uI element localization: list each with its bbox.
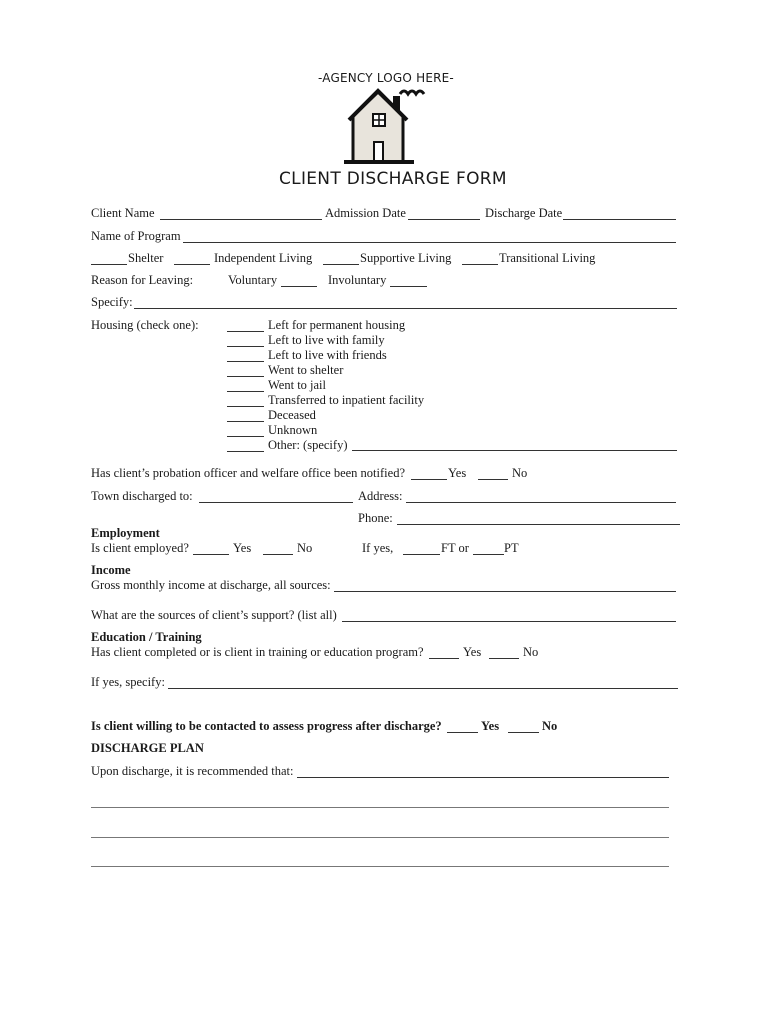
housing-option-checkbox[interactable] (227, 331, 264, 332)
involuntary-checkbox[interactable] (390, 286, 427, 287)
town-label: Town discharged to: (91, 489, 193, 503)
shelter-label: Shelter (128, 251, 164, 265)
client-name-field[interactable] (160, 219, 322, 220)
followup-question: Is client willing to be contacted to assess progress after discharge? (91, 719, 442, 733)
phone-label: Phone: (358, 511, 393, 525)
recommendation-field-line-2[interactable] (91, 807, 669, 808)
notification-no-checkbox[interactable] (478, 479, 508, 480)
housing-option-checkbox[interactable] (227, 451, 264, 452)
notification-no-label: No (512, 466, 528, 480)
address-field[interactable] (406, 502, 676, 503)
pt-checkbox[interactable] (473, 554, 504, 555)
employed-yes-checkbox[interactable] (193, 554, 229, 555)
notification-question: Has client’s probation officer and welfare office been notified? (91, 466, 405, 480)
recommendation-field-line-1[interactable] (297, 777, 669, 778)
admission-date-label: Admission Date (325, 206, 406, 220)
education-specify-label: If yes, specify: (91, 675, 165, 689)
admission-date-field[interactable] (408, 219, 480, 220)
shelter-checkbox[interactable] (91, 264, 127, 265)
support-sources-field[interactable] (342, 621, 676, 622)
recommendation-field-line-4[interactable] (91, 866, 669, 867)
employment-question: Is client employed? (91, 541, 189, 555)
education-yes-label: Yes (463, 645, 482, 659)
employed-no-checkbox[interactable] (263, 554, 293, 555)
town-field[interactable] (199, 502, 353, 503)
program-name-field[interactable] (183, 242, 676, 243)
supportive-living-label: Supportive Living (360, 251, 452, 265)
voluntary-label: Voluntary (228, 273, 278, 287)
pt-label: PT (504, 541, 519, 555)
independent-living-label: Independent Living (214, 251, 313, 265)
housing-label: Housing (check one): (91, 318, 199, 332)
housing-option-label: Deceased (268, 408, 316, 422)
housing-option-checkbox[interactable] (227, 436, 264, 437)
recommendation-label: Upon discharge, it is recommended that: (91, 764, 294, 778)
form-title: CLIENT DISCHARGE FORM (279, 169, 507, 189)
housing-option-label: Transferred to inpatient facility (268, 393, 425, 407)
notification-yes-checkbox[interactable] (411, 479, 447, 480)
housing-option-checkbox[interactable] (227, 361, 264, 362)
program-name-label: Name of Program (91, 229, 181, 243)
ft-label: FT or (441, 541, 469, 555)
housing-option-label: Unknown (268, 423, 318, 437)
housing-option-label: Left to live with family (268, 333, 385, 347)
housing-other-specify-field[interactable] (352, 450, 677, 451)
ft-checkbox[interactable] (403, 554, 440, 555)
discharge-plan-heading: DISCHARGE PLAN (91, 741, 204, 755)
agency-logo-placeholder: -AGENCY LOGO HERE- (318, 71, 454, 85)
education-specify-field[interactable] (168, 688, 678, 689)
employed-no-label: No (297, 541, 313, 555)
followup-no-label: No (542, 719, 558, 733)
followup-yes-checkbox[interactable] (447, 732, 478, 733)
gross-income-field[interactable] (334, 591, 676, 592)
education-no-checkbox[interactable] (489, 658, 519, 659)
employment-heading: Employment (91, 526, 160, 540)
housing-option-checkbox[interactable] (227, 376, 264, 377)
supportive-living-checkbox[interactable] (323, 264, 359, 265)
phone-field[interactable] (397, 524, 680, 525)
followup-yes-label: Yes (481, 719, 500, 733)
transitional-living-checkbox[interactable] (462, 264, 498, 265)
followup-no-checkbox[interactable] (508, 732, 539, 733)
housing-option-label: Left to live with friends (268, 348, 387, 362)
transitional-living-label: Transitional Living (499, 251, 596, 265)
employed-if-yes-label: If yes, (362, 541, 394, 555)
gross-income-label: Gross monthly income at discharge, all sources: (91, 578, 331, 592)
independent-living-checkbox[interactable] (174, 264, 210, 265)
income-heading: Income (91, 563, 131, 577)
education-yes-checkbox[interactable] (429, 658, 459, 659)
support-sources-label: What are the sources of client’s support? (list all) (91, 608, 337, 622)
address-label: Address: (358, 489, 403, 503)
voluntary-checkbox[interactable] (281, 286, 317, 287)
recommendation-field-line-3[interactable] (91, 837, 669, 838)
housing-option-checkbox[interactable] (227, 421, 264, 422)
housing-option-label: Went to shelter (268, 363, 344, 377)
housing-option-checkbox[interactable] (227, 406, 264, 407)
housing-option-checkbox[interactable] (227, 391, 264, 392)
education-question: Has client completed or is client in training or education program? (91, 645, 424, 659)
housing-option-label: Left for permanent housing (268, 318, 406, 332)
employed-yes-label: Yes (233, 541, 252, 555)
housing-option-checkbox[interactable] (227, 346, 264, 347)
reason-label: Reason for Leaving: (91, 273, 194, 287)
education-heading: Education / Training (91, 630, 202, 644)
discharge-date-field[interactable] (563, 219, 676, 220)
discharge-date-label: Discharge Date (485, 206, 563, 220)
education-no-label: No (523, 645, 539, 659)
housing-option-label: Other: (specify) (268, 438, 348, 452)
specify-field[interactable] (134, 308, 677, 309)
house-logo-icon (340, 86, 430, 166)
specify-label: Specify: (91, 295, 133, 309)
notification-yes-label: Yes (448, 466, 467, 480)
housing-option-label: Went to jail (268, 378, 327, 392)
client-name-label: Client Name (91, 206, 155, 220)
involuntary-label: Involuntary (328, 273, 387, 287)
